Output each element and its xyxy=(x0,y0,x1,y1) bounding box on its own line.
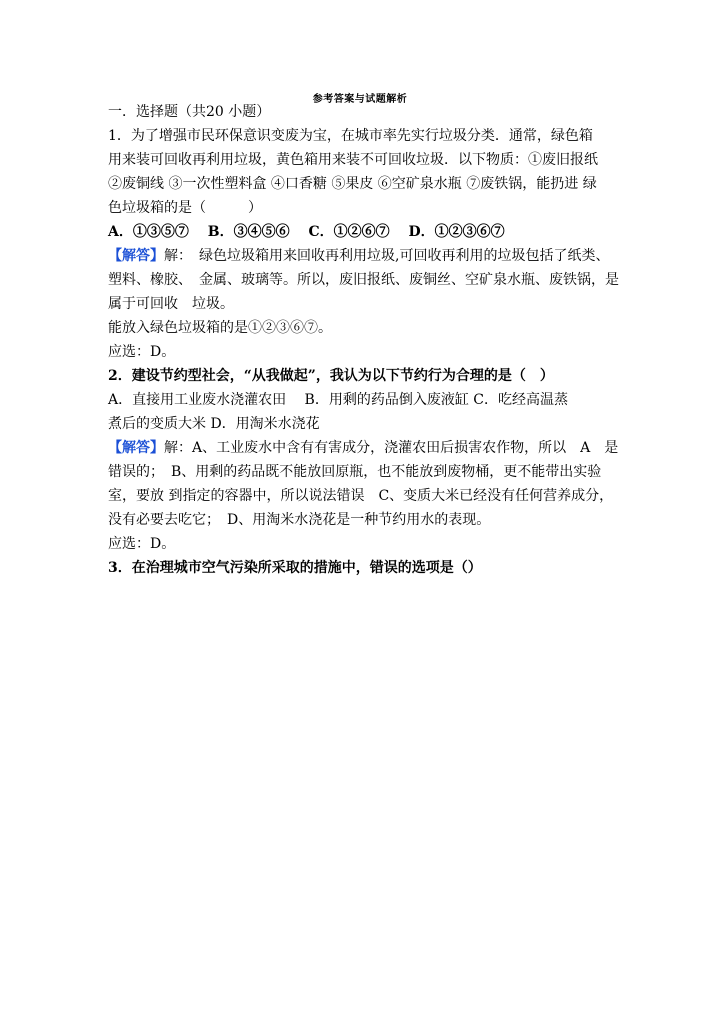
question-2-options-line: 煮后的变质大米 D．用淘米水浇花 xyxy=(108,416,320,432)
question-2-answer-line: 室，要放 到指定的容器中，所以说法错误 C、变质大米已经没有任何营养成分， xyxy=(108,488,614,504)
section-heading: 一．选择题（共20 小题） xyxy=(108,104,271,120)
question-1-stem-line: ②废铜线 ③一次性塑料盒 ④口香糖 ⑤果皮 ⑥空矿泉水瓶 ⑦废铁锅，能扔进 绿 xyxy=(108,176,597,192)
question-2-options-line: A．直接用工业废水浇灌农田 B．用剩的药品倒入废液缸 C．吃经高温蒸 xyxy=(108,392,569,408)
question-2 xyxy=(108,364,628,556)
question-3 xyxy=(108,556,628,580)
question-1 xyxy=(108,124,628,364)
question-1-answer-line: 能放入绿色垃圾箱的是①②③⑥⑦。 xyxy=(108,320,332,336)
question-1-stem-line: 1．为了增强市民环保意识变废为宝，在城市率先实行垃圾分类．通常，绿色箱 xyxy=(108,128,593,144)
document-title: 参考答案与试题解析 xyxy=(312,94,408,105)
question-1-answer-line xyxy=(108,244,628,268)
question-2-answer-line xyxy=(108,436,628,460)
question-1-final-answer: 应选：D。 xyxy=(108,344,176,360)
answer-tag: 【解答】 xyxy=(108,440,164,456)
answer-tag: 【解答】 xyxy=(108,248,164,264)
question-2-stem: 2．建设节约型社会，“从我做起”，我认为以下节约行为合理的是（ ） xyxy=(108,368,554,384)
document-body xyxy=(108,100,628,580)
question-2-answer-line: 没有必要去吃它； D、用淘米水浇花是一种节约用水的表现。 xyxy=(108,512,491,528)
question-2-answer-line: 错误的； B、用剩的药品既不能放回原瓶，也不能放到废物桶，更不能带出实验 xyxy=(108,464,602,480)
question-1-answer-line: 属于可回收 垃圾。 xyxy=(108,296,234,312)
question-1-answer-line: 塑料、橡胶、 金属、玻璃等。所以，废旧报纸、废铜丝、空矿泉水瓶、废铁锅，是 xyxy=(108,272,619,288)
question-1-stem-line: 用来装可回收再利用垃圾，黄色箱用来装不可回收垃圾．以下物质：①废旧报纸 xyxy=(108,152,598,168)
question-3-stem: 3．在治理城市空气污染所采取的措施中，错误的选项是（） xyxy=(108,560,482,576)
question-1-options: A．①③⑤⑦ B．③④⑤⑥ C．①②⑥⑦ D．①②③⑥⑦ xyxy=(108,224,505,240)
answer-text: 解： 绿色垃圾箱用来回收再利用垃圾,可回收再利用的垃圾包括了纸类、 xyxy=(164,248,610,264)
answer-text: 解：A、工业废水中含有有害成分，浇灌农田后损害农作物，所以 A 是 xyxy=(164,440,619,456)
question-1-stem-line: 色垃圾箱的是（ ） xyxy=(108,200,262,216)
question-2-final-answer: 应选：D。 xyxy=(108,536,176,552)
